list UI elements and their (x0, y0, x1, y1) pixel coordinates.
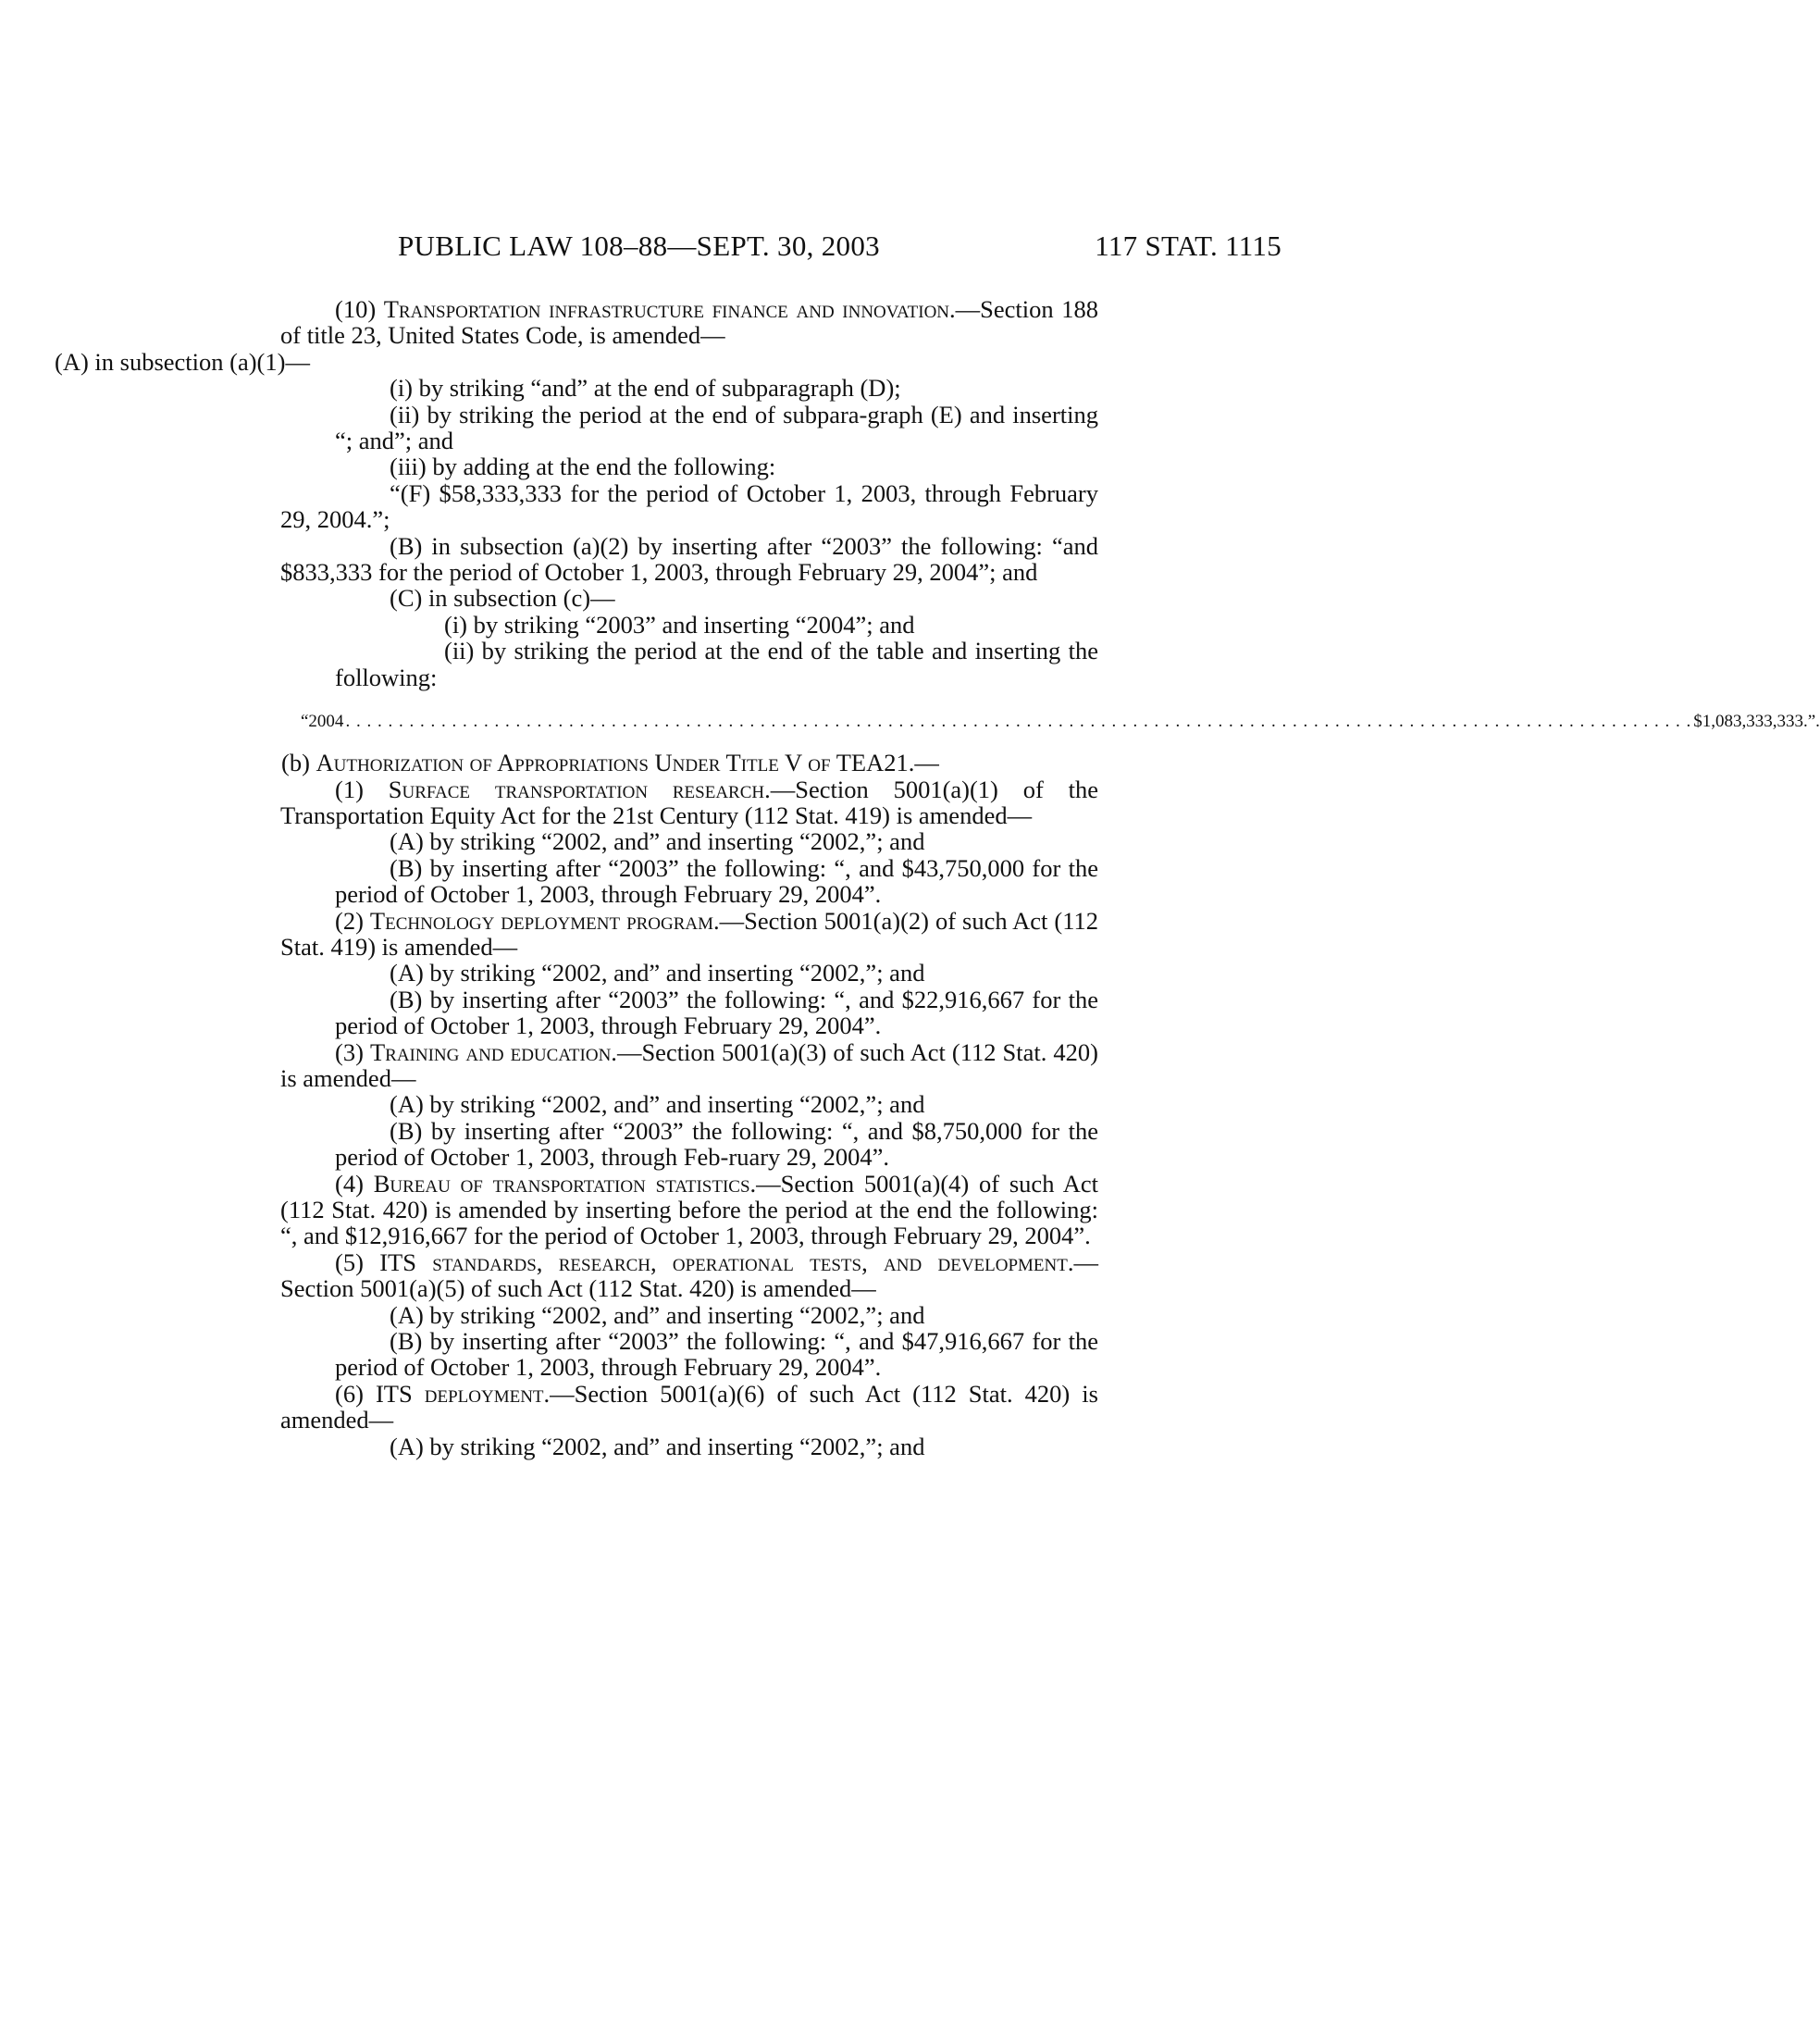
paragraph-b-5: (5) ITS standards, research, operational tests, and development.—Section 5001(a)(5) of such Act (112 Stat. 420) is amended— (280, 1248, 1098, 1303)
paragraph-heading: standards, research, operational tests, and development. (432, 1248, 1074, 1276)
clause-10-A-ii: (ii) by striking the period at the end of subpara-graph (E) and inserting “; and”; and (335, 400, 1098, 455)
paragraph-10: (10) Transportation infrastructure finance and innovation.—Section 188 of title 23, United States Code, is amended— (280, 295, 1098, 350)
subparagraph-b-3-B: (B) by inserting after “2003” the following: “, and $8,750,000 for the period of October 1, 2003, through Feb-ruary 29, 2004”. (335, 1116, 1098, 1172)
paragraph-b-1: (1) Surface transportation research.—Section 5001(a)(1) of the Transportation Equity Act for the 21st Century (112 Stat. 419) is amended— (280, 775, 1098, 829)
document-body (0, 295, 1820, 1460)
paragraph-heading: Transportation infrastructure finance and innovation. (383, 295, 956, 323)
subparagraph-10-C: (C) in subsection (c)— (390, 584, 615, 613)
table-amount: $1,083,333,333.”. (1693, 712, 1820, 732)
clause-10-C-ii: (ii) by striking the period at the end of the table and inserting the following: (335, 637, 1098, 691)
subparagraph-b-3-A: (A) by striking “2002, and” and inserting “2002,”; and (390, 1090, 925, 1119)
subsection-b: (b) Authorization of Appropriations Under Title V of TEA21.— (281, 749, 939, 777)
paragraph-b-4: (4) Bureau of transportation statistics.—Section 5001(a)(4) of such Act (112 Stat. 420) is amended by inserting before the period at the end the following: “, and $12,916,667 for the period of October 1, 2003, through February 29, 2004”. (280, 1169, 1099, 1250)
quoted-subparagraph-F: “(F) $58,333,333 for the period of October 1, 2003, through February 29, 2004.”; (280, 478, 1098, 534)
subparagraph-b-2-B: (B) by inserting after “2003” the following: “, and $22,916,667 for the period of October 1, 2003, through February 29, 2004”. (335, 985, 1098, 1040)
table-entry (301, 711, 1820, 733)
table-year: “2004 (301, 712, 344, 732)
subparagraph-10-B: (B) in subsection (a)(2) by inserting after “2003” the following: “and $833,333 for the period of October 1, 2003, through February 29, 2004”; and (280, 531, 1098, 587)
clause-10-A-i: (i) by striking “and” at the end of subparagraph (D); (390, 374, 901, 403)
subparagraph-b-1-A: (A) by striking “2002, and” and inserting “2002,”; and (390, 827, 925, 856)
paragraph-heading: Surface transportation research. (388, 775, 771, 803)
paragraph-heading: deployment. (424, 1379, 551, 1408)
paragraph-b-2: (2) Technology deployment program.—Section 5001(a)(2) of such Act (112 Stat. 419) is amended— (280, 906, 1099, 961)
subparagraph-b-5-B: (B) by inserting after “2003” the following: “, and $47,916,667 for the period of October 1, 2003, through February 29, 2004”. (335, 1327, 1098, 1382)
paragraph-heading: Bureau of transportation statistics. (373, 1169, 757, 1198)
paragraph-heading: Technology deployment program. (369, 906, 720, 935)
paragraph-b-6: (6) ITS deployment.—Section 5001(a)(6) of such Act (112 Stat. 420) is amended— (280, 1379, 1098, 1434)
subparagraph-b-1-B: (B) by inserting after “2003” the following: “, and $43,750,000 for the period of October 1, 2003, through February 29, 2004”. (335, 853, 1098, 909)
leader-dots: . . . . . . . . . . . . . . . . . . . . . . . . . . . . . . . . . . . . . . . . . . . . . . . . . . . . . . . . . . . . . . . . . . . . . . . . . . . . . . . . . . . . . . . . . . . . . . . . . . . . . . . . . . . . . . . . . . . . . . . . . . . . . . . (345, 712, 1692, 732)
subparagraph-b-2-A: (A) by striking “2002, and” and inserting “2002,”; and (390, 959, 925, 987)
paragraph-b-3: (3) Training and education.—Section 5001(a)(3) of such Act (112 Stat. 420) is amended— (280, 1037, 1098, 1092)
statute-page: 117 STAT. 1115 (1095, 230, 1281, 262)
subsection-heading: Authorization of Appropriations Under Title V of TEA21 (316, 749, 909, 777)
subparagraph-b-6-A: (A) by striking “2002, and” and inserting “2002,”; and (390, 1432, 925, 1460)
clause-10-A-iii: (iii) by adding at the end the following: (390, 453, 776, 481)
page-header (398, 230, 1281, 267)
paragraph-heading: Training and education. (369, 1037, 617, 1066)
law-citation: PUBLIC LAW 108–88—SEPT. 30, 2003 (398, 230, 880, 262)
subparagraph-b-5-A: (A) by striking “2002, and” and inserting “2002,”; and (390, 1300, 925, 1329)
clause-10-C-i: (i) by striking “2003” and inserting “2004”; and (444, 610, 915, 639)
subparagraph-10-A: (A) in subsection (a)(1)— (55, 347, 310, 376)
